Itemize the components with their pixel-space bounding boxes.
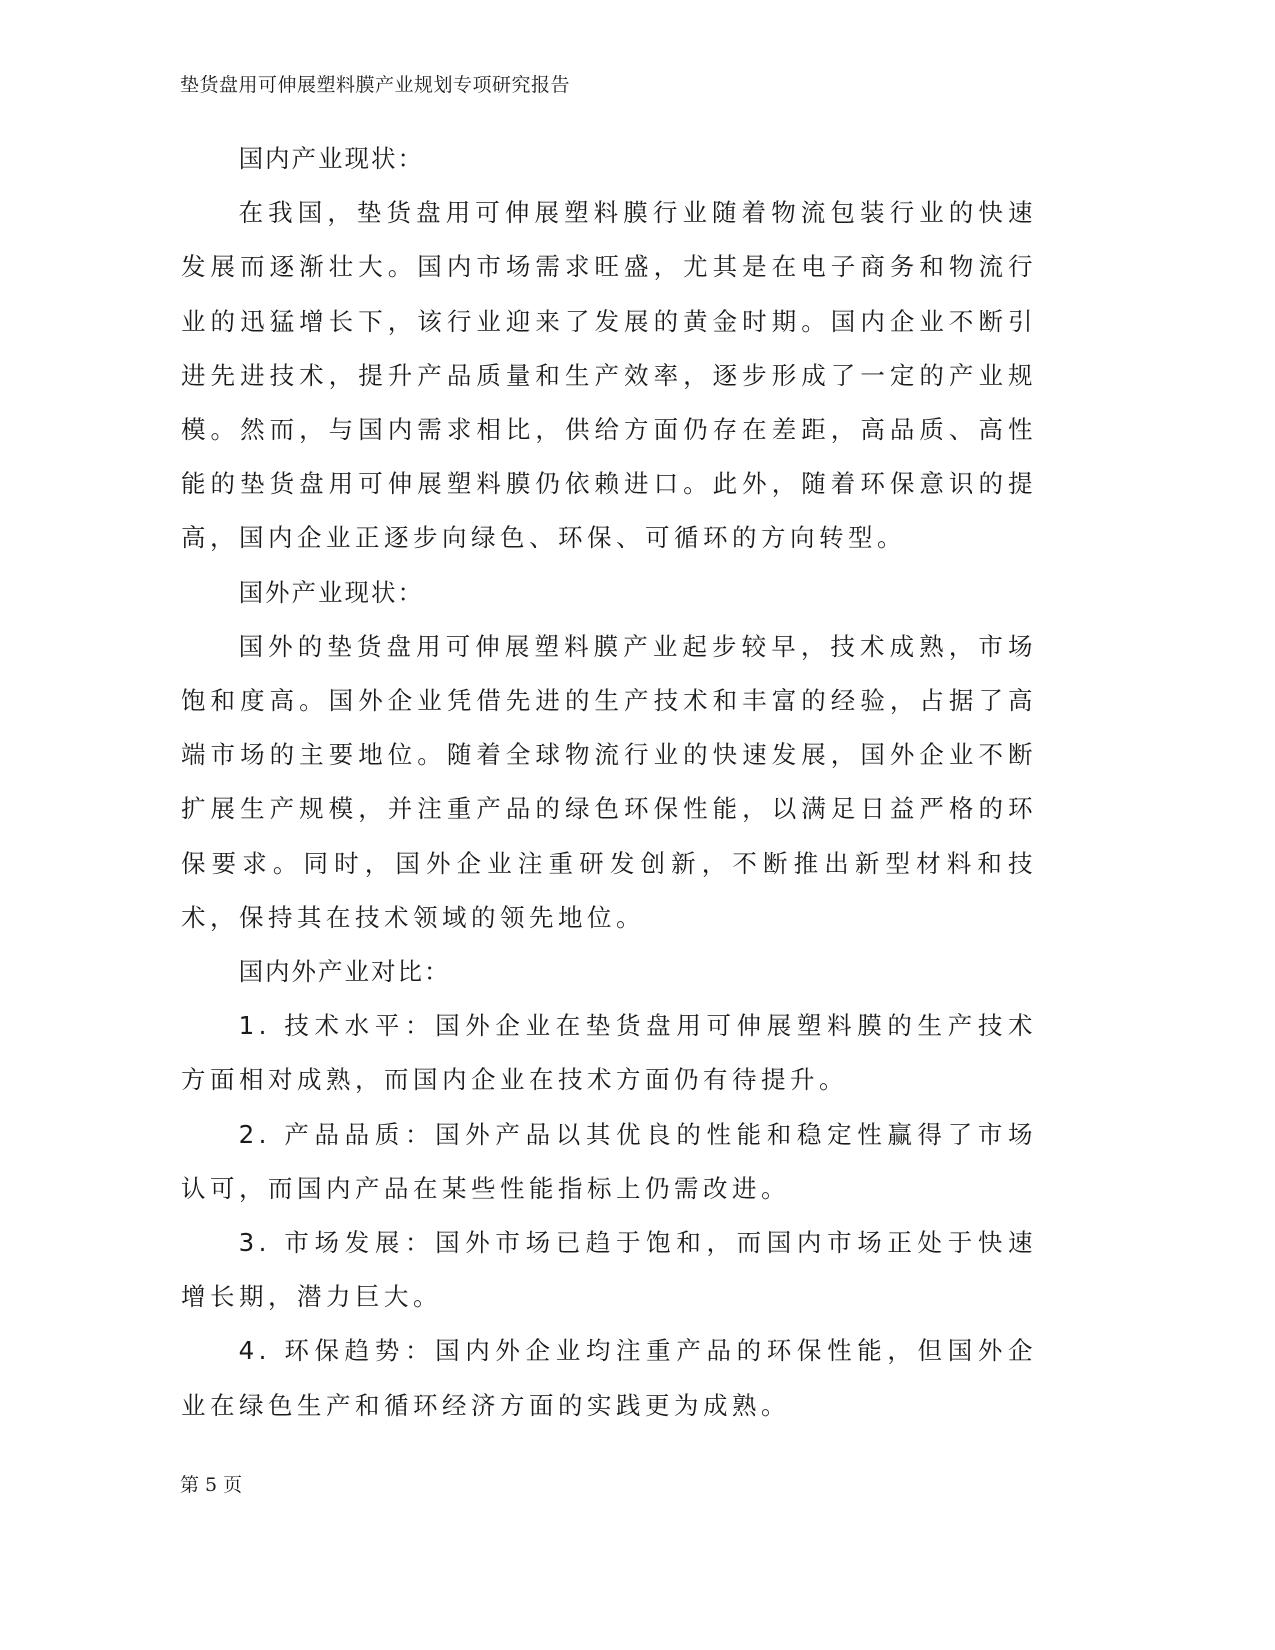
- comparison-item-environment: 4. 环保趋势：国内外企业均注重产品的环保性能，但国外企业在绿色生产和循环经济方面的实践更为成熟。: [181, 1336, 1037, 1420]
- comparison-item-quality: 2. 产品品质：国外产品以其优良的性能和稳定性赢得了市场认可，而国内产品在某些性能指标上仍需改进。: [181, 1119, 1037, 1203]
- page-number: 第 5 页: [180, 1474, 243, 1496]
- section-heading-domestic: 国内产业现状：: [238, 144, 425, 173]
- section-heading-foreign: 国外产业现状：: [238, 577, 425, 607]
- comparison-item-market: 3. 市场发展：国外市场已趋于饱和，而国内市场正处于快速增长期，潜力巨大。: [181, 1228, 1037, 1312]
- paragraph-domestic-status: 在我国，垫货盘用可伸展塑料膜行业随着物流包装行业的快速发展而逐渐壮大。国内市场需求旺盛，尤其是在电子商务和物流行业的迅猛增长下，该行业迎来了发展的黄金时期。国内企业不断引进先进技术，提升产品质量和生产效率，逐步形成了一定的产业规模。然而，与国内需求相比，供给方面仍存在差距，高品质、高性能的垫货盘用可伸展塑料膜仍依赖进口。此外，随着环保意识的提高，国内企业正逐步向绿色、环保、可循环的方向转型。: [181, 198, 1037, 553]
- page-header-title: 垫货盘用可伸展塑料膜产业规划专项研究报告: [180, 74, 571, 96]
- paragraph-foreign-status: 国外的垫货盘用可伸展塑料膜产业起步较早，技术成熟，市场饱和度高。国外企业凭借先进的生产技术和丰富的经验，占据了高端市场的主要地位。随着全球物流行业的快速发展，国外企业不断扩展生产规模，并注重产品的绿色环保性能，以满足日益严格的环保要求。同时，国外企业注重研发创新，不断推出新型材料和技术，保持其在技术领域的领先地位。: [181, 631, 1037, 932]
- comparison-item-technology: 1. 技术水平：国外企业在垫货盘用可伸展塑料膜的生产技术方面相对成熟，而国内企业在技术方面仍有待提升。: [181, 1011, 1037, 1095]
- document-body: [181, 132, 1037, 1433]
- section-heading-comparison: 国内外产业对比：: [238, 957, 451, 987]
